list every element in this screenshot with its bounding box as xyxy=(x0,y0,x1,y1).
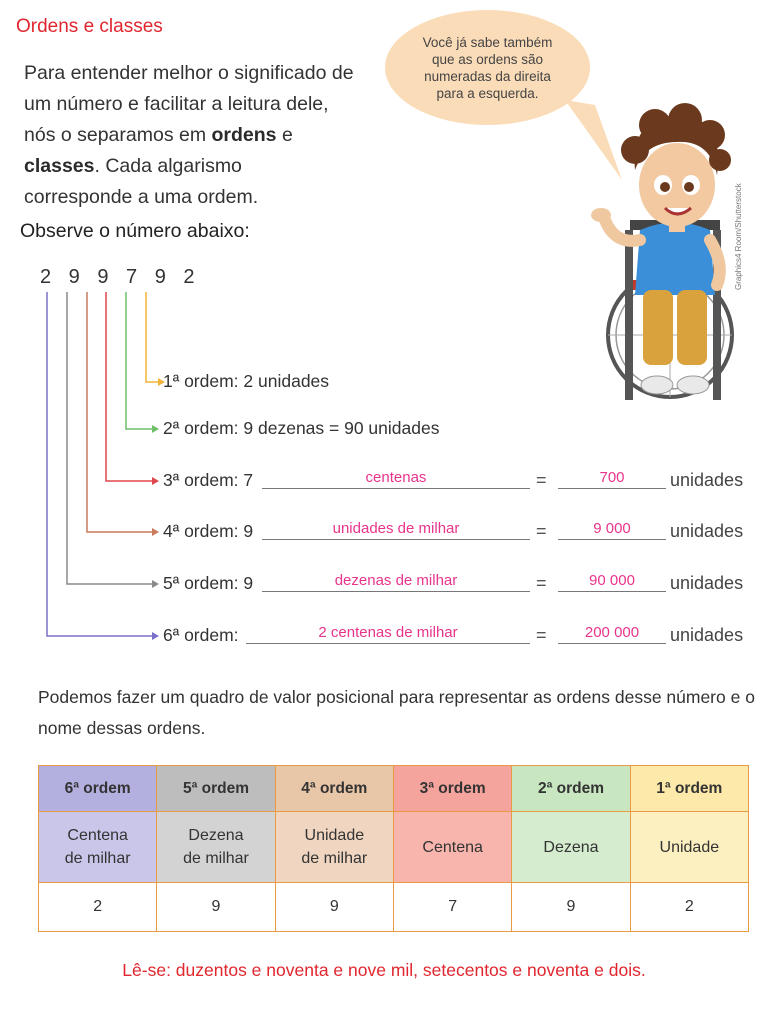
name-order-4-line2: de milhar xyxy=(301,850,368,867)
name-order-6-line1: Centena xyxy=(67,827,128,844)
order-5-value-line xyxy=(558,591,666,592)
order-6-equals: = xyxy=(536,625,547,645)
table-values-row xyxy=(39,883,749,932)
name-order-4 xyxy=(275,812,393,883)
order-3-value-line xyxy=(558,488,666,489)
order-6-value: 200 000 xyxy=(584,624,640,641)
place-value-table xyxy=(38,765,749,932)
image-credit: Graphics4 Room/Shutterstock xyxy=(734,183,743,290)
order-6-label: 6ª ordem: xyxy=(163,625,239,645)
order-6-answer: 2 centenas de milhar xyxy=(318,624,458,641)
name-order-6 xyxy=(39,812,157,883)
order-6-answer-line xyxy=(246,643,530,644)
order-5-units: unidades xyxy=(670,573,744,593)
order-3-answer: centenas xyxy=(365,469,427,486)
name-order-5 xyxy=(157,812,275,883)
order-5-equals: = xyxy=(536,573,547,593)
header-order-1: 1ª ordem xyxy=(630,766,748,812)
value-order-5: 9 xyxy=(157,883,275,932)
example-number: 2 9 9 7 9 2 xyxy=(40,266,201,288)
order-1-label: 1ª ordem: 2 unidades xyxy=(163,371,330,391)
header-order-2: 2ª ordem xyxy=(512,766,630,812)
order-6-value-line xyxy=(558,643,666,644)
section-title: Ordens e classes xyxy=(16,16,163,37)
connector-order-1 xyxy=(146,292,158,382)
order-4-answer-line xyxy=(262,539,530,540)
value-order-2: 9 xyxy=(512,883,630,932)
order-3-label: 3ª ordem: 7 xyxy=(163,470,254,490)
order-4-equals: = xyxy=(536,521,547,541)
connector-order-3 xyxy=(106,292,152,481)
value-order-1: 2 xyxy=(630,883,748,932)
header-order-5: 5ª ordem xyxy=(157,766,275,812)
header-order-3: 3ª ordem xyxy=(393,766,511,812)
place-value-intro: Podemos fazer um quadro de valor posicional para representar as ordens desse número e o nome dessas ordens. xyxy=(38,687,755,738)
value-order-6: 2 xyxy=(39,883,157,932)
name-order-6-line2: de milhar xyxy=(64,850,131,867)
order-4-label: 4ª ordem: 9 xyxy=(163,521,254,541)
order-4-value: 9 000 xyxy=(593,520,631,537)
table-header-row xyxy=(39,766,749,812)
connector-order-5 xyxy=(67,292,152,584)
connector-order-2 xyxy=(126,292,152,429)
order-5-answer: dezenas de milhar xyxy=(334,572,458,589)
intro-text-1: Para entender melhor o significado de um número e facilitar a leitura dele, nós o separamos em xyxy=(24,62,354,146)
order-4-units: unidades xyxy=(670,521,744,541)
order-5-label: 5ª ordem: 9 xyxy=(163,573,254,593)
number-reading: Lê-se: duzentos e noventa e nove mil, setecentos e noventa e dois. xyxy=(122,960,646,980)
name-order-5-line2: de milhar xyxy=(183,850,249,867)
order-5-value: 90 000 xyxy=(589,572,635,589)
order-3-value: 700 xyxy=(599,469,625,486)
name-order-5-line1: Dezena xyxy=(188,827,244,844)
name-order-3: Centena xyxy=(393,812,511,883)
order-3-equals: = xyxy=(536,470,547,490)
name-order-1: Unidade xyxy=(630,812,748,883)
order-2-label: 2ª ordem: 9 dezenas = 90 unidades xyxy=(163,418,440,438)
value-order-3: 7 xyxy=(393,883,511,932)
header-order-6: 6ª ordem xyxy=(39,766,157,812)
intro-bold-classes: classes xyxy=(24,155,95,177)
order-3-answer-line xyxy=(262,488,530,489)
table-names-row xyxy=(39,812,749,883)
order-4-answer: unidades de milhar xyxy=(332,520,460,537)
intro-text-2: e xyxy=(276,124,293,146)
name-order-2: Dezena xyxy=(512,812,630,883)
connector-order-4 xyxy=(87,292,152,532)
order-5-answer-line xyxy=(262,591,530,592)
order-3-units: unidades xyxy=(670,470,744,490)
header-order-4: 4ª ordem xyxy=(275,766,393,812)
intro-text-3: . Cada algarismo corresponde a uma ordem. xyxy=(24,155,259,208)
order-6-units: unidades xyxy=(670,625,744,645)
name-order-4-line1: Unidade xyxy=(304,827,365,844)
order-4-value-line xyxy=(558,539,666,540)
intro-bold-ordens: ordens xyxy=(211,124,277,146)
speech-bubble-text: Você já sabe também que as ordens são numeradas da direita para a esquerda. xyxy=(422,34,553,101)
value-order-4: 9 xyxy=(275,883,393,932)
observe-label: Observe o número abaixo: xyxy=(20,220,250,242)
